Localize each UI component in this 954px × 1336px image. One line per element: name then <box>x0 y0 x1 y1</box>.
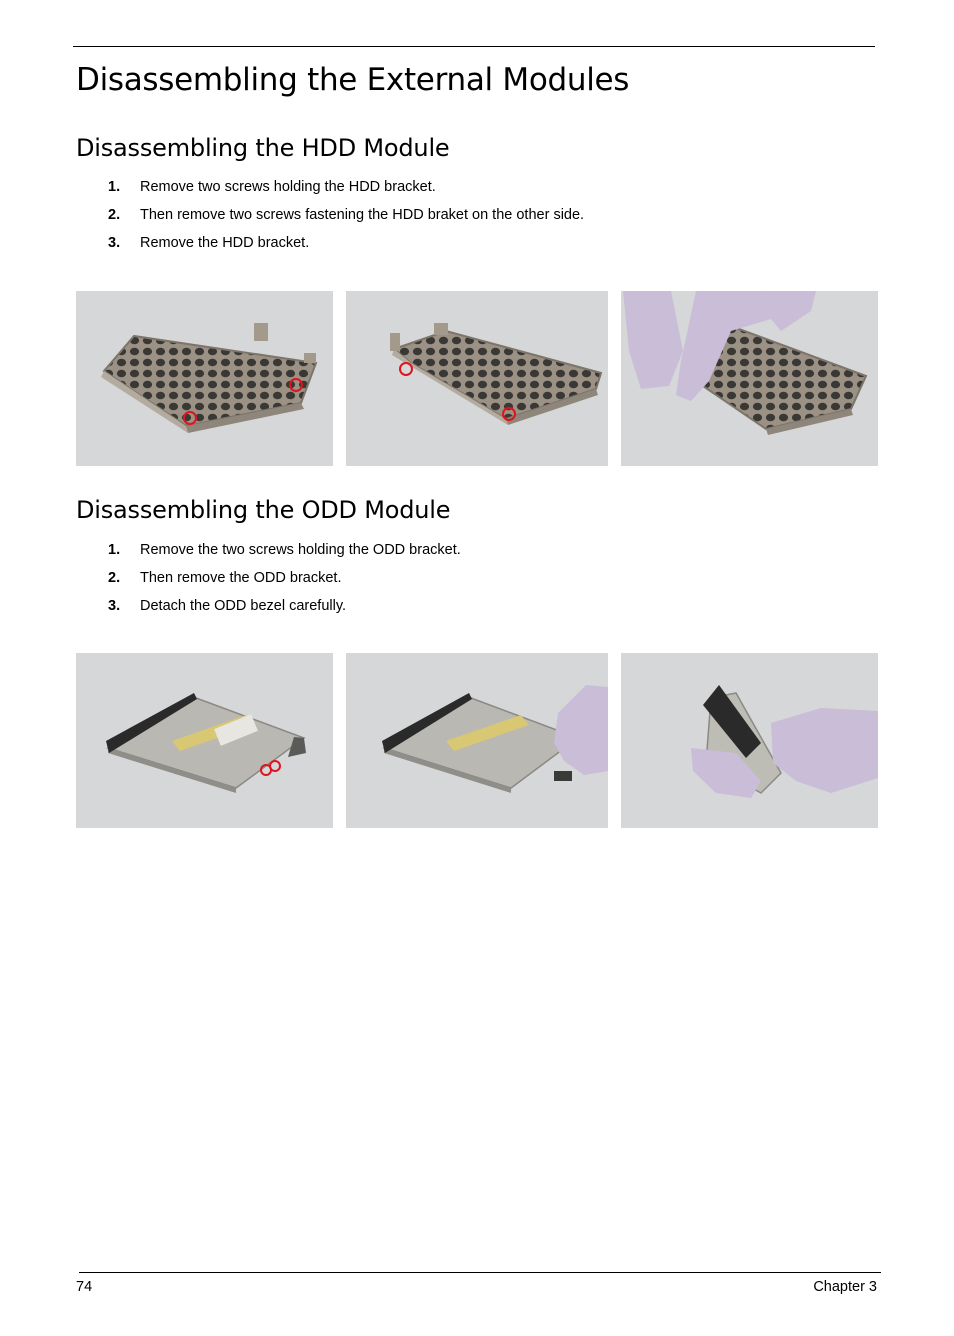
hdd-section-heading: Disassembling the HDD Module <box>76 134 450 162</box>
page-number: 74 <box>76 1279 93 1295</box>
step-number: 3. <box>108 598 121 614</box>
hdd-photo-1 <box>76 291 333 466</box>
step-text: Remove the two screws holding the ODD bracket. <box>140 542 461 558</box>
step-text: Then remove the ODD bracket. <box>140 570 342 586</box>
step-number: 1. <box>108 179 121 195</box>
step-text: Remove two screws holding the HDD bracket. <box>140 179 436 195</box>
step-number: 2. <box>108 570 121 586</box>
step-text: Remove the HDD bracket. <box>140 235 310 251</box>
odd-photo-3 <box>621 653 878 828</box>
header-rule <box>73 46 875 47</box>
odd-photo-2 <box>346 653 608 828</box>
hdd-photo-2 <box>346 291 608 466</box>
step-number: 3. <box>108 235 121 251</box>
footer-rule <box>79 1272 881 1273</box>
step-number: 2. <box>108 207 121 223</box>
step-text: Then remove two screws fastening the HDD braket on the other side. <box>140 207 585 223</box>
step-text: Detach the ODD bezel carefully. <box>140 598 347 614</box>
odd-section-heading: Disassembling the ODD Module <box>76 496 451 524</box>
hdd-photo-3 <box>621 291 878 466</box>
step-number: 1. <box>108 542 121 558</box>
page-title: Disassembling the External Modules <box>76 62 630 98</box>
chapter-label: Chapter 3 <box>813 1279 877 1295</box>
odd-photo-1 <box>76 653 333 828</box>
